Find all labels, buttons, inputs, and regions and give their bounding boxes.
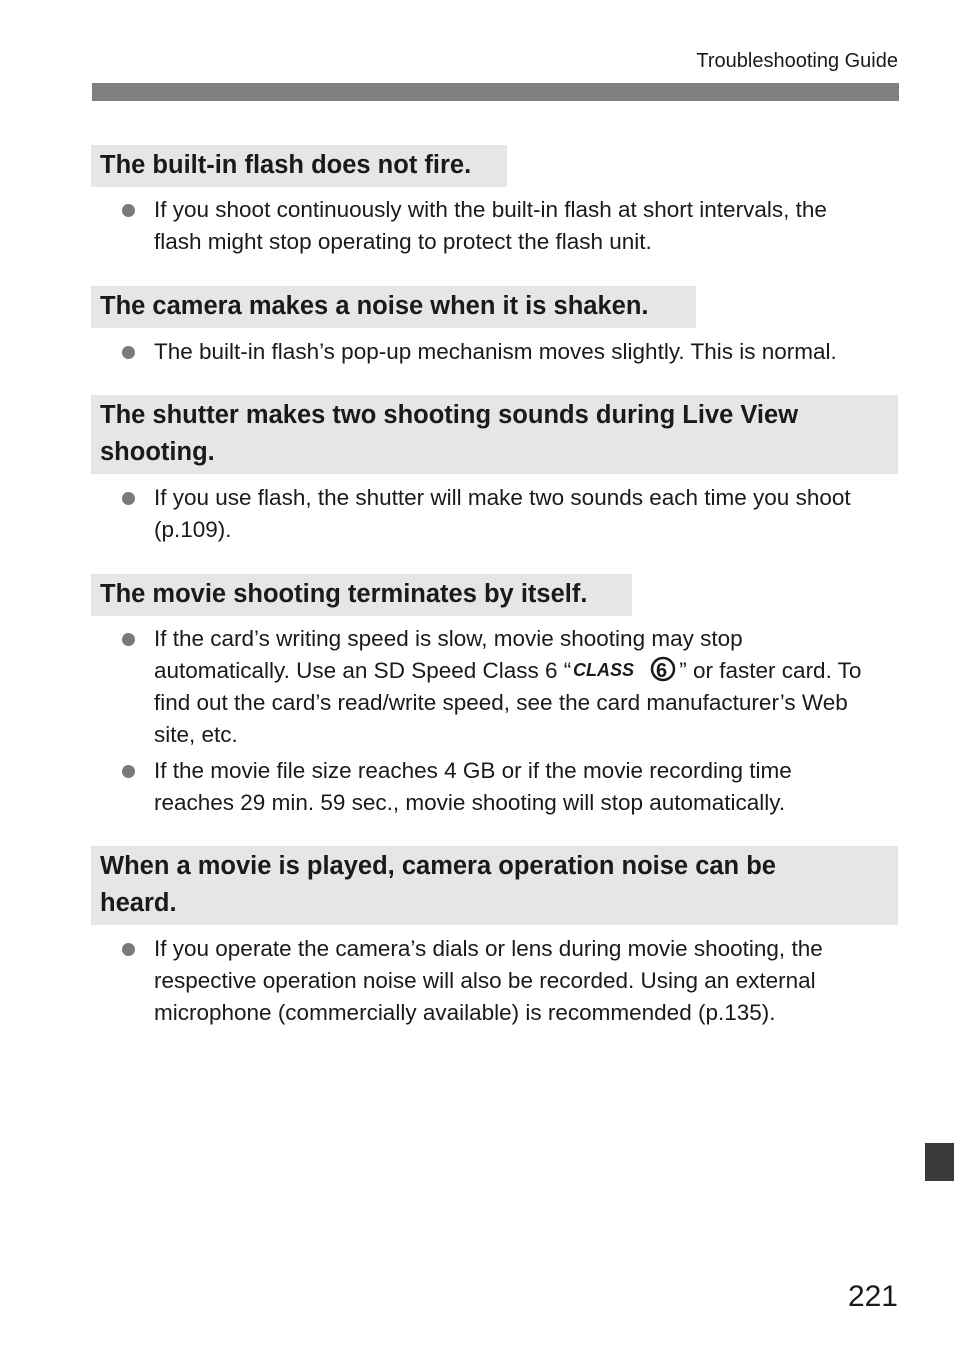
running-head: Troubleshooting Guide bbox=[696, 50, 898, 72]
bullet-icon bbox=[122, 346, 135, 359]
bullet-line: microphone (commercially available) is recommended (p.135). bbox=[154, 1000, 776, 1025]
bullet-icon bbox=[122, 633, 135, 646]
bullet-line bbox=[154, 655, 904, 687]
page-number: 221 bbox=[847, 1280, 898, 1313]
bullet-line: flash might stop operating to protect the flash unit. bbox=[154, 229, 652, 254]
bullet-line: If you use flash, the shutter will make two sounds each time you shoot bbox=[154, 485, 851, 510]
bullet-text bbox=[154, 482, 904, 546]
section-heading-flash bbox=[91, 145, 507, 187]
bullet-text bbox=[154, 336, 904, 368]
bullet-line: If the movie file size reaches 4 GB or if the movie recording time bbox=[154, 758, 792, 783]
bullet-text bbox=[154, 623, 904, 751]
section-heading-operation-noise bbox=[91, 846, 898, 925]
heading-line: The movie shooting terminates by itself. bbox=[100, 580, 588, 608]
sd-class-6-icon bbox=[573, 656, 677, 682]
heading-line: When a movie is played, camera operation noise can be bbox=[100, 852, 776, 880]
heading-line: The camera makes a noise when it is shaken. bbox=[100, 292, 649, 320]
heading-line: The built-in flash does not fire. bbox=[100, 151, 472, 179]
bullet-line: The built-in flash’s pop-up mechanism moves slightly. This is normal. bbox=[154, 339, 837, 364]
bullet-text-segment: automatically. Use an SD Speed Class 6 “ bbox=[154, 658, 572, 683]
bullet-icon bbox=[122, 943, 135, 956]
bullet-text bbox=[154, 194, 904, 258]
chapter-thumb-tab bbox=[925, 1143, 954, 1181]
bullet-text-segment: ” or faster card. To bbox=[679, 658, 862, 683]
bullet-line: If you shoot continuously with the built-in flash at short intervals, the bbox=[154, 197, 827, 222]
bullet-line: If you operate the camera’s dials or lens during movie shooting, the bbox=[154, 936, 823, 961]
bullet-line: (p.109). bbox=[154, 517, 232, 542]
bullet-icon bbox=[122, 204, 135, 217]
bullet-line: find out the card’s read/write speed, see the card manufacturer’s Web bbox=[154, 690, 848, 715]
section-heading-movie-terminates bbox=[91, 574, 632, 616]
bullet-icon bbox=[122, 492, 135, 505]
bullet-text bbox=[154, 755, 904, 819]
class-logo-number: 6 bbox=[656, 660, 668, 682]
bullet-icon bbox=[122, 765, 135, 778]
bullet-line: site, etc. bbox=[154, 722, 238, 747]
class-logo-text: CLASS bbox=[573, 660, 635, 680]
heading-line: heard. bbox=[100, 889, 177, 917]
bullet-text bbox=[154, 933, 904, 1029]
heading-line: shooting. bbox=[100, 438, 215, 466]
heading-line: The shutter makes two shooting sounds during Live View bbox=[100, 401, 799, 429]
header-rule bbox=[92, 83, 899, 101]
bullet-line: respective operation noise will also be recorded. Using an external bbox=[154, 968, 816, 993]
section-heading-two-sounds bbox=[91, 395, 898, 474]
bullet-line: reaches 29 min. 59 sec., movie shooting will stop automatically. bbox=[154, 790, 786, 815]
section-heading-noise-shaken bbox=[91, 286, 696, 328]
bullet-line: If the card’s writing speed is slow, movie shooting may stop bbox=[154, 626, 743, 651]
